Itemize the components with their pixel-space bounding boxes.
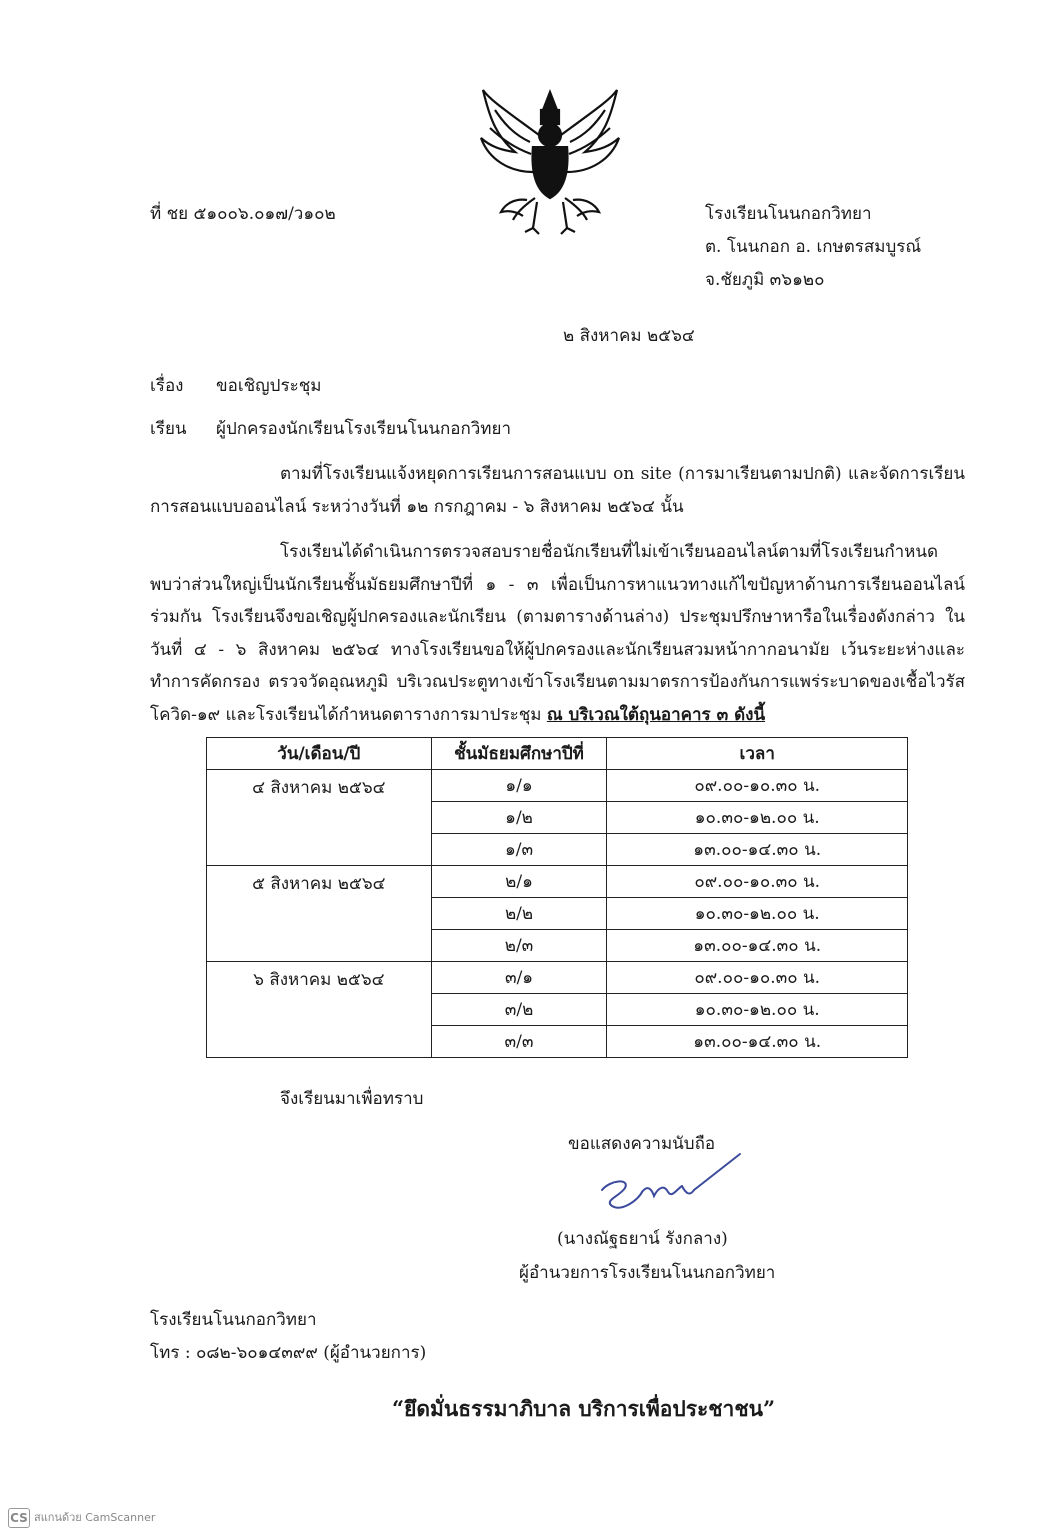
schedule-class-cell: ๑/๑ bbox=[431, 770, 607, 802]
schedule-time-cell: ๑๓.๐๐-๑๔.๓๐ น. bbox=[607, 834, 908, 866]
schedule-time-cell: ๑๐.๓๐-๑๒.๐๐ น. bbox=[607, 898, 908, 930]
schedule-time-cell: ๑๓.๐๐-๑๔.๓๐ น. bbox=[607, 930, 908, 962]
schedule-time-cell: ๑๐.๓๐-๑๒.๐๐ น. bbox=[607, 994, 908, 1026]
motto: “ยึดมั่นธรรมาภิบาล บริการเพื่อประชาชน” bbox=[392, 1396, 776, 1421]
schedule-class-cell: ๑/๓ bbox=[431, 834, 607, 866]
org-address-line: จ.ชัยภูมิ ๓๖๑๒๐ bbox=[705, 270, 825, 290]
footer-org: โรงเรียนโนนกอกวิทยา bbox=[150, 1310, 317, 1330]
schedule-class-cell: ๓/๓ bbox=[431, 1026, 607, 1058]
schedule-time-cell: ๐๙.๐๐-๑๐.๓๐ น. bbox=[607, 962, 908, 994]
camscanner-logo-icon: CS bbox=[8, 1508, 30, 1528]
document-number: ที่ ชย ๕๑๐๐๖.๐๑๗/ว๑๐๒ bbox=[150, 204, 336, 224]
schedule-class-cell: ๒/๓ bbox=[431, 930, 607, 962]
schedule-time-cell: ๐๙.๐๐-๑๐.๓๐ น. bbox=[607, 770, 908, 802]
meeting-location: ณ บริเวณใต้ถุนอาคาร ๓ ดังนี้ bbox=[546, 704, 766, 725]
table-row bbox=[207, 770, 908, 802]
body-paragraph-1-text: ตามที่โรงเรียนแจ้งหยุดการเรียนการสอนแบบ on site (การมาเรียนตามปกติ) และจัดการเรียนการสอนแบบออนไลน์ ระหว่างวันที่ ๑๒ กรกฎาคม - ๖ สิงหาคม ๒๕๖๔ นั้น bbox=[150, 464, 965, 517]
schedule-class-cell: ๒/๒ bbox=[431, 898, 607, 930]
subject-label: เรื่อง bbox=[150, 376, 184, 396]
body-paragraph-2 bbox=[150, 536, 965, 731]
column-header-time: เวลา bbox=[607, 738, 908, 770]
schedule-date-cell: ๔ สิงหาคม ๒๕๖๔ bbox=[207, 770, 432, 866]
garuda-emblem-icon bbox=[475, 80, 625, 240]
schedule-date-cell: ๕ สิงหาคม ๒๕๖๔ bbox=[207, 866, 432, 962]
schedule-class-cell: ๓/๒ bbox=[431, 994, 607, 1026]
org-address bbox=[705, 198, 921, 297]
column-header-date: วัน/เดือน/ปี bbox=[207, 738, 432, 770]
schedule-time-cell: ๐๙.๐๐-๑๐.๓๐ น. bbox=[607, 866, 908, 898]
handwritten-signature bbox=[590, 1150, 750, 1220]
schedule-date-cell: ๖ สิงหาคม ๒๕๖๔ bbox=[207, 962, 432, 1058]
signer-name: (นางณัฐธยาน์ รังกลาง) bbox=[557, 1229, 728, 1249]
signer-title: ผู้อำนวยการโรงเรียนโนนกอกวิทยา bbox=[519, 1263, 776, 1283]
schedule-class-cell: ๓/๑ bbox=[431, 962, 607, 994]
table-row bbox=[207, 866, 908, 898]
body-paragraph-1 bbox=[150, 458, 965, 523]
org-address-line: ต. โนนกอก อ. เกษตรสมบูรณ์ bbox=[705, 237, 922, 257]
document-date: ๒ สิงหาคม ๒๕๖๔ bbox=[563, 326, 695, 346]
schedule-time-cell: ๑๓.๐๐-๑๔.๓๐ น. bbox=[607, 1026, 908, 1058]
closing-regards: ขอแสดงความนับถือ bbox=[568, 1134, 716, 1154]
org-address-line: โรงเรียนโนนกอกวิทยา bbox=[705, 204, 872, 224]
footer-phone: โทร : ๐๘๒-๖๐๑๔๓๙๙ (ผู้อำนวยการ) bbox=[150, 1343, 427, 1363]
schedule-class-cell: ๒/๑ bbox=[431, 866, 607, 898]
body-paragraph-2-text: โรงเรียนได้ดำเนินการตรวจสอบรายชื่อนักเรียนที่ไม่เข้าเรียนออนไลน์ตามที่โรงเรียนกำหนด พบว่าส่วนใหญ่เป็นนักเรียนชั้นมัธยมศึกษาปีที่ ๑ - ๓ เพื่อเป็นการหาแนวทางแก้ไขปัญหาด้านการเรียนออนไลน์ร่วมกัน โรงเรียนจึงขอเชิญผู้ปกครองและนักเรียน (ตามตารางด้านล่าง) ประชุมปรึกษาหารือในเรื่องดังกล่าว ในวันที่ ๔ - ๖ สิงหาคม ๒๕๖๔ ทางโรงเรียนขอให้ผู้ปกครองและนักเรียนสวมหน้ากากอนามัย เว้นระยะห่างและทำการคัดกรอง ตรวจวัดอุณหภูมิ บริเวณประตูทางเข้าโรงเรียนตามมาตรการป้องกันการแพร่ระบาดของเชื้อไวรัสโควิด-๑๙ และโรงเรียนได้กำหนดตารางการมาประชุม bbox=[150, 542, 965, 725]
column-header-class: ชั้นมัธยมศึกษาปีที่ bbox=[431, 738, 607, 770]
table-row bbox=[207, 962, 908, 994]
table-header-row bbox=[207, 738, 908, 770]
schedule-time-cell: ๑๐.๓๐-๑๒.๐๐ น. bbox=[607, 802, 908, 834]
camscanner-text: สแกนด้วย CamScanner bbox=[34, 1511, 156, 1524]
meeting-schedule-table bbox=[206, 737, 908, 1058]
recipient-text: ผู้ปกครองนักเรียนโรงเรียนโนนกอกวิทยา bbox=[216, 419, 512, 439]
recipient-label: เรียน bbox=[150, 419, 187, 439]
camscanner-watermark bbox=[8, 1508, 155, 1528]
schedule-class-cell: ๑/๒ bbox=[431, 802, 607, 834]
closing-notify: จึงเรียนมาเพื่อทราบ bbox=[280, 1089, 424, 1109]
subject-text: ขอเชิญประชุม bbox=[216, 376, 322, 396]
